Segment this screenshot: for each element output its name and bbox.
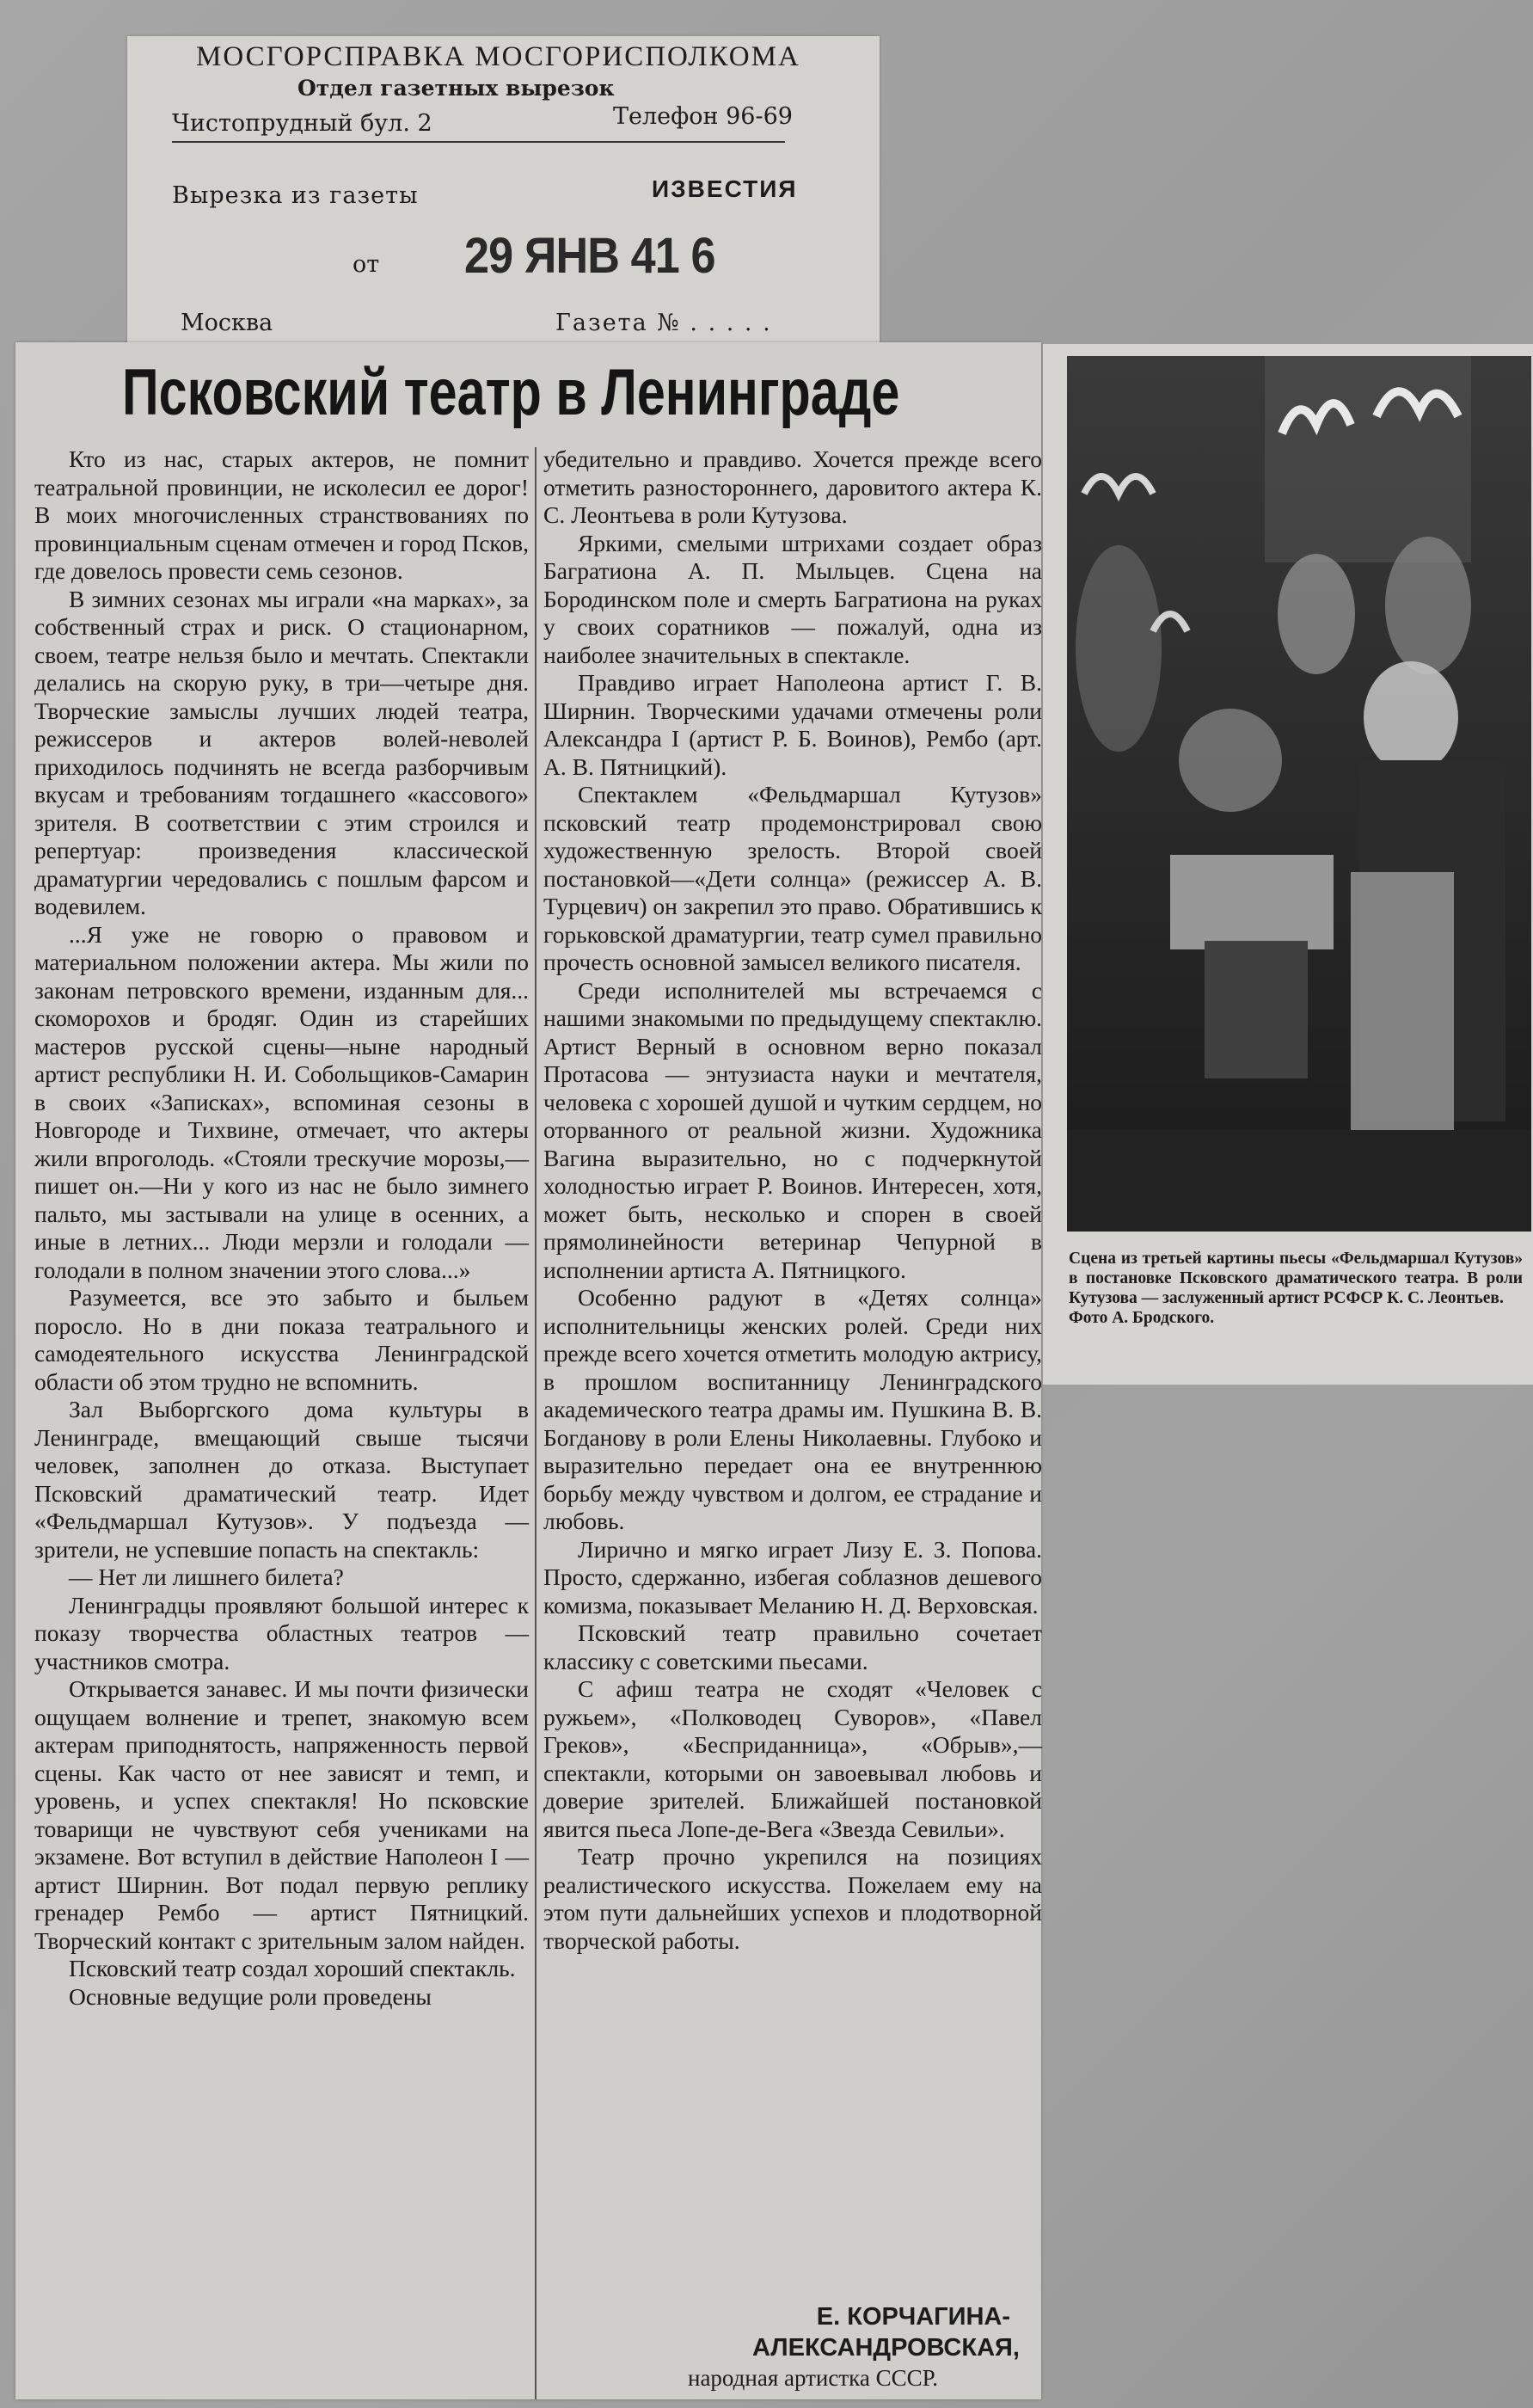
- paragraph: В зимних сезонах мы играли «на марках», за собственный страх и риск. О стационарном, своем, театре нельзя было и мечтать. Спектакли делались на скорую руку, в три—четыре дня. Творческие замыслы лучших людей театра, режиссеров и актеров волей-неволей приходилось подчинять не всегда разборчивым вкусам и требованиям тогдашнего «кассового» зрителя. В соответствии с этим строился и репертуар: произведения классической драматургии чередовались с пошлым фарсом и водевилем.: [34, 585, 529, 919]
- stamp-divider: [172, 141, 785, 143]
- photo-card: [1043, 344, 1533, 1385]
- paragraph: Псковский театр создал хороший спектакль.: [69, 1955, 516, 1981]
- article-column-2: [543, 445, 1042, 1955]
- stamp-gazeta-label: Газета № . . . . .: [555, 310, 772, 336]
- stamp-cut-label: Вырезка из газеты: [172, 182, 419, 209]
- author-name-line2: АЛЕКСАНДРОВСКАЯ,: [752, 2334, 1020, 2362]
- article-headline: Псковский театр в Ленинграде: [122, 356, 900, 429]
- caption-text: Сцена из третьей картины пьесы «Фельдмаршал Кутузов» в постановке Псковского драматического театра. В роли Кутузова — заслуженный артист РСФСР К. С. Леонтьев.: [1069, 1250, 1523, 1307]
- paragraph: Театр прочно укрепился на позициях реалистического искусства. Пожелаем ему на этом пути дальнейших успехов и плодотворной творческой работы.: [543, 1843, 1042, 1954]
- article-column-1: [34, 445, 529, 2011]
- stage-photo: [1067, 356, 1531, 1232]
- stamp-phone: Телефон 96-69: [613, 103, 793, 130]
- article-author: [752, 2301, 1020, 2363]
- paragraph: Лирично и мягко играет Лизу Е. З. Попова. Просто, сдержанно, избегая соблазнов дешевого комизма, показывает Меланию Н. Д. Верховская.: [543, 1535, 1042, 1619]
- paragraph: С афиш театра не сходят «Человек с ружьем», «Полководец Суворов», «Павел Греков», «Бесприданница», «Обрыв»,—спектакли, которыми он завоевывал любовь и доверие зрителей. Ближайшей постановкой явится пьеса Лопе-де-Вега «Звезда Севильи».: [543, 1675, 1042, 1842]
- column-divider: [535, 447, 537, 2399]
- paragraph: Среди исполнителей мы встречаемся с нашими знакомыми по предыдущему спектаклю. Артист Верный в основном верно показал Протасова — энтузиаста науки и мечтателя, человека с хорошей душой и чутким сердцем, но оторванного от реальной жизни. Художника Вагина выразительно, но с подчеркнутой холодностью играет Р. Воинов. Интересен, хотя, может быть, несколько и спорен в своей прямолинейности ветеринар Чепурной в исполнении артиста А. Пятницкого.: [543, 976, 1042, 1283]
- paragraph: ...Я уже не говорю о правовом и материальном положении актера. Мы жили по законам петровского времени, изданным для... скоморохов и бродяг. Один из старейших мастеров русской сцены—ныне народный артист республики Н. И. Собольщиков-Самарин в своих «Записках», вспоминая сезоны в Новгороде и Тихвине, отмечает, что актеры жили впроголодь. «Стояли трескучие морозы,—пишет он.—Ни у кого из нас не было зимнего пальто, мы застывали на улице в осенних, а иные в летних... Люди мерзли и голодали — голодали в полном значении этого слова...»: [34, 920, 529, 1283]
- paragraph: Правдиво играет Наполеона артист Г. В. Ширнин. Творческими удачами отмечены роли Александра I (артист Р. Б. Воинов), Рембо (арт. А. В. Пятницкий).: [543, 669, 1042, 780]
- stamp-from-label: от: [353, 251, 380, 278]
- paragraph: Зал Выборгского дома культуры в Ленинграде, вмещающий свыше тысячи человек, заполнен до отказа. Выступает Псковский драматический театр. Идет «Фельдмаршал Кутузов». У подъезда — зрители, не успевшие попасть на спектакль:: [34, 1396, 529, 1563]
- paragraph: убедительно и правдиво. Хочется прежде всего отметить разностороннего, даровитого актера К. С. Леонтьева в роли Кутузова.: [543, 445, 1042, 528]
- photo-caption: [1069, 1249, 1523, 1328]
- paragraph: — Нет ли лишнего билета?: [69, 1563, 344, 1590]
- stamp-address: Чистопрудный бул. 2: [172, 110, 432, 137]
- stamp-org: МОСГОРСПРАВКА МОСГОРИСПОЛКОМА: [196, 41, 800, 72]
- author-name-line1: Е. КОРЧАГИНА-: [816, 2303, 1010, 2331]
- paragraph: Яркими, смелыми штрихами создает образ Багратиона А. П. Мыльцев. Сцена на Бородинском поле и смерть Багратиона на руках у своих соратников — пожалуй, одна из наиболее значительных в спектакле.: [543, 529, 1042, 668]
- paragraph: Открывается занавес. И мы почти физически ощущаем волнение и трепет, знакомую всем актерам приподнятость, напряженность первой сцены. Как часто от нее зависят и темп, и уровень, и успех спектакля! Но псковские товарищи не чувствуют себя учениками на экзамене. Вот вступил в действие Наполеон I — артист Ширнин. Вот подал первую реплику гренадер Рембо — артист Пятницкий. Творческий контакт с зрительным залом найден.: [34, 1675, 529, 1954]
- paragraph: Особенно радуют в «Детях солнца» исполнительницы женских ролей. Среди них прежде всего хочется отметить молодую актрису, в прошлом воспитанницу Ленинградского академического театра драмы им. Пушкина В. В. Богданову в роли Елены Николаевны. Глубоко и выразительно передает она ее внутреннюю борьбу между чувством и долгом, ее страдание и любовь.: [543, 1284, 1042, 1534]
- author-title: народная артистка СССР.: [688, 2365, 939, 2391]
- paragraph: Ленинградцы проявляют большой интерес к показу творчества областных театров — участников смотра.: [34, 1591, 529, 1674]
- paragraph: Псковский театр правильно сочетает классику с советскими пьесами.: [543, 1619, 1042, 1674]
- clipping-bureau-stamp: [127, 36, 880, 346]
- photo-credit: Фото А. Бродского.: [1069, 1309, 1215, 1327]
- paragraph: Разумеется, все это забыто и быльем поросло. Но в дни показа театрального и самодеятельного искусства Ленинградской области об этом трудно не вспомнить.: [34, 1284, 529, 1395]
- stamp-date: 29 ЯНВ 41 6: [464, 228, 715, 284]
- paragraph: Кто из нас, старых актеров, не помнит театральной провинции, не исколесил ее дорог! В моих многочисленных странствованиях по провинциальным сценам отмечен и город Псков, где довелось провести семь сезонов.: [34, 445, 529, 584]
- stamp-city: Москва: [181, 310, 273, 336]
- stamp-newspaper: ИЗВЕСТИЯ: [652, 175, 798, 202]
- paragraph: Основные ведущие роли проведены: [69, 1982, 432, 2010]
- paragraph: Спектаклем «Фельдмаршал Кутузов» псковский театр продемонстрировал свою художественную зрелость. Второй своей постановкой—«Дети солнца» (режиссер А. В. Турцевич) он закрепил это право. Обратившись к горьковской драматургии, театр сумел правильно прочесть основной замысел великого писателя.: [543, 781, 1042, 975]
- stamp-dept: Отдел газетных вырезок: [297, 76, 615, 101]
